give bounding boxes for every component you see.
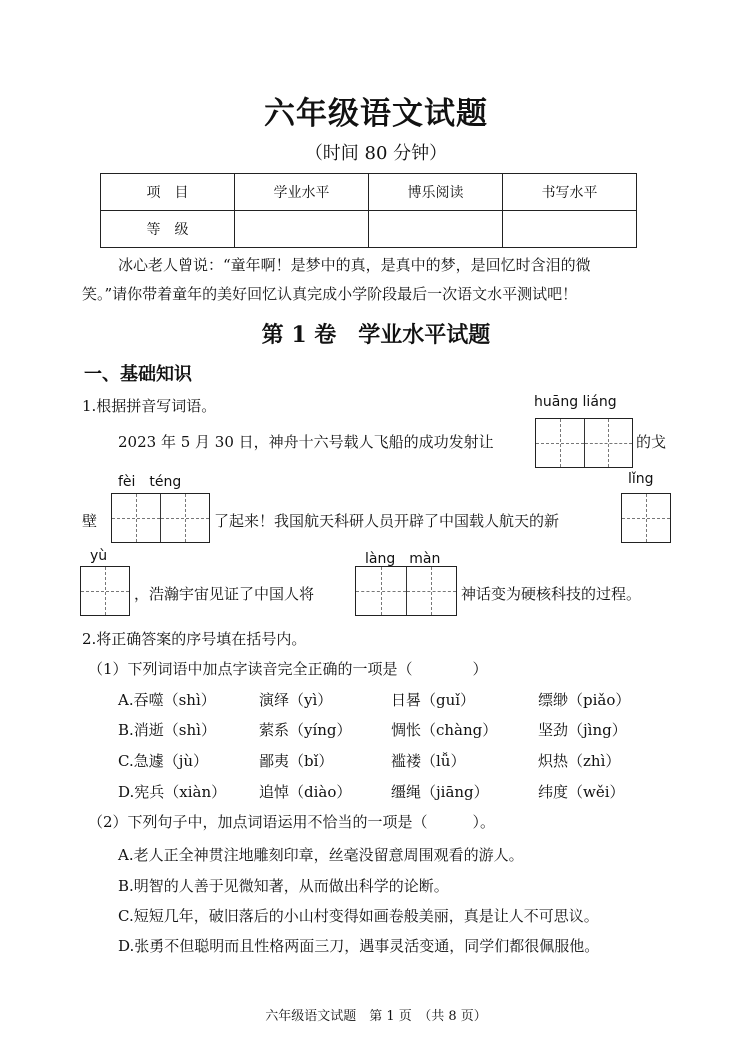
exam-duration: （时间 80 分钟）	[304, 143, 448, 164]
option-item: 追悼（diào）	[259, 783, 352, 801]
pinyin-label: fèi téng	[118, 474, 182, 490]
table-cell: 博乐阅读	[369, 174, 503, 211]
intro-line-1: 冰心老人曾说：“童年啊！是梦中的真，是真中的梦，是回忆时含泪的微	[118, 256, 591, 274]
q2-sub1: （1）下列词语中加点字读音完全正确的一项是（ ）	[88, 660, 488, 678]
section-title: 第 1 卷 学业水平试题	[261, 322, 491, 348]
q1-line-2-start: 壁	[82, 512, 98, 530]
answer-box[interactable]	[111, 493, 210, 543]
table-row	[101, 211, 637, 248]
grade-table	[100, 173, 637, 248]
answer-box[interactable]	[355, 566, 457, 616]
intro-line-2: 笑。”请你带着童年的美好回忆认真完成小学阶段最后一次语文水平测试吧！	[82, 285, 578, 303]
q1-line-2-mid: 了起来！我国航天科研人员开辟了中国载人航天的新	[214, 512, 560, 530]
sentence-option: B.明智的人善于见微知著，从而做出科学的论断。	[118, 877, 449, 895]
option-item: 日晷（guǐ）	[391, 691, 476, 709]
option-item: 炽热（zhì）	[538, 752, 621, 770]
page-title: 六年级语文试题	[264, 96, 488, 132]
pinyin-label: lǐng	[628, 471, 654, 487]
sentence-option: A.老人正全神贯注地雕刻印章，丝毫没留意周围观看的游人。	[118, 846, 524, 864]
option-item: 演绎（yì）	[259, 691, 333, 709]
table-row	[101, 174, 637, 211]
table-cell: 等 级	[101, 211, 235, 248]
grade-field[interactable]	[369, 211, 503, 248]
q1-line-1: 2023 年 5 月 30 日，神舟十六号载人飞船的成功发射让	[118, 433, 494, 451]
table-cell: 书写水平	[503, 174, 637, 211]
pinyin-label: làng màn	[365, 551, 441, 567]
pinyin-label: yù	[90, 548, 108, 564]
option-item: 缥缈（piǎo）	[538, 691, 631, 709]
option-item: 褴褛（lǚ）	[391, 752, 466, 770]
sentence-option: C.短短几年，破旧落后的小山村变得如画卷般美丽，真是让人不可思议。	[118, 907, 599, 925]
q2-prompt: 2.将正确答案的序号填在括号内。	[82, 630, 307, 648]
option-item: 纬度（wěi）	[538, 783, 625, 801]
page-footer: 六年级语文试题 第 1 页 （共 8 页）	[265, 1009, 487, 1024]
grade-field[interactable]	[503, 211, 637, 248]
pinyin-label: huāng liáng	[534, 394, 617, 410]
option-item: A.吞噬（shì）	[118, 691, 216, 709]
option-item: 萦系（yíng）	[259, 721, 352, 739]
q1-line-3-mid: ，浩瀚宇宙见证了中国人将	[134, 585, 315, 603]
table-cell: 学业水平	[235, 174, 369, 211]
option-item: 鄙夷（bǐ）	[259, 752, 334, 770]
option-item: 惆怅（chàng）	[391, 721, 498, 739]
answer-box[interactable]	[621, 493, 671, 543]
answer-box[interactable]	[535, 418, 633, 468]
grade-field[interactable]	[235, 211, 369, 248]
part-heading: 一、基础知识	[84, 364, 192, 385]
option-item: C.急遽（jù）	[118, 752, 209, 770]
option-item: 缰绳（jiāng）	[391, 783, 489, 801]
q1-prompt: 1.根据拼音写词语。	[82, 397, 217, 415]
q1-line-3-end: 神话变为硬核科技的过程。	[461, 585, 642, 603]
q1-line-1-end: 的戈	[636, 433, 667, 451]
sentence-option: D.张勇不但聪明而且性格两面三刀，遇事灵活变通，同学们都很佩服他。	[118, 937, 600, 955]
option-item: D.宪兵（xiàn）	[118, 783, 227, 801]
option-item: 坚劲（jìng）	[538, 721, 627, 739]
table-cell: 项 目	[101, 174, 235, 211]
q2-sub2: （2）下列句子中，加点词语运用不恰当的一项是（ ）。	[88, 813, 496, 831]
answer-box[interactable]	[80, 566, 130, 616]
option-item: B.消逝（shì）	[118, 721, 216, 739]
